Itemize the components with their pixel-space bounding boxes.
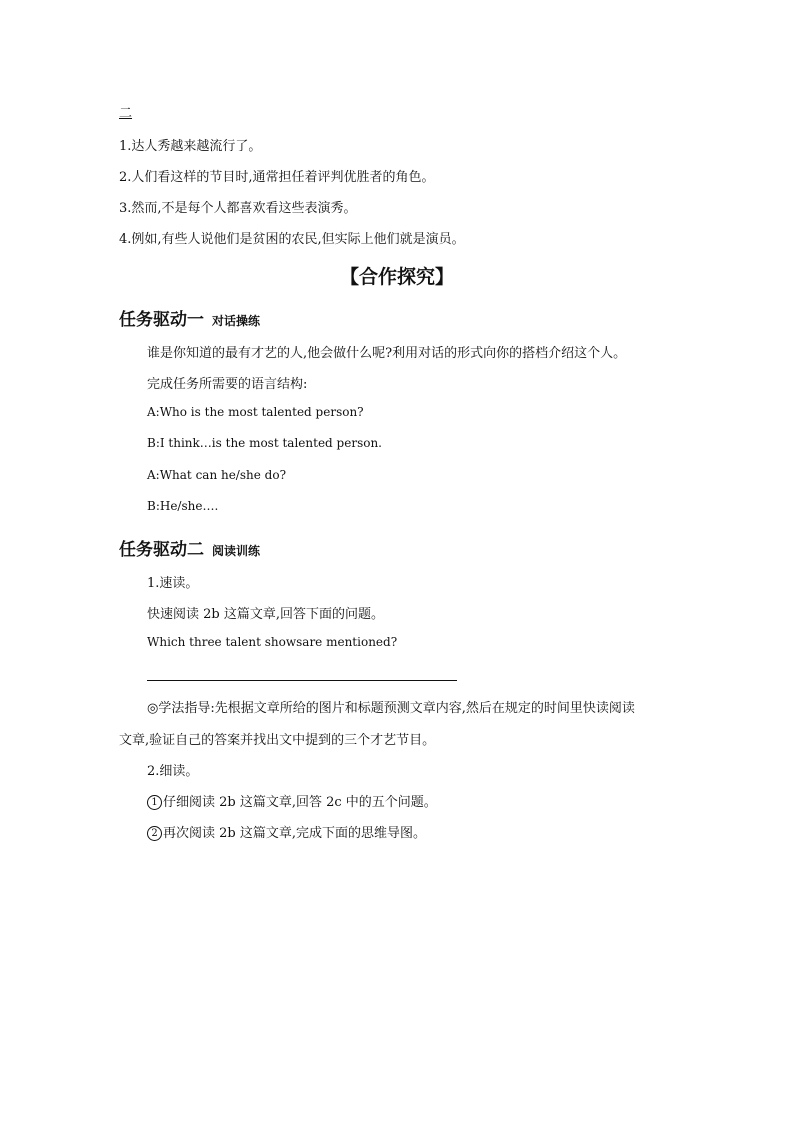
- task2-step1: 1.速读。: [147, 576, 199, 591]
- sentence-4: 4.例如,有些人说他们是贫困的农民,但实际上他们就是演员。: [119, 232, 465, 247]
- task1-structure-label: 完成任务所需要的语言结构:: [147, 377, 308, 392]
- circled-number-1: 1: [147, 795, 162, 810]
- task1-prompt: 谁是你知道的最有才艺的人,他会做什么呢?利用对话的形式向你的搭档介绍这个人。: [147, 346, 627, 361]
- task2-item-2: [147, 822, 426, 841]
- sentence-3: 3.然而,不是每个人都喜欢看这些表演秀。: [119, 201, 357, 216]
- dialogue-line-1: A:Who is the most talented person?: [147, 405, 364, 419]
- dialogue-line-3: A:What can he/she do?: [147, 468, 286, 482]
- dialogue-line-4: B:He/she….: [147, 499, 219, 513]
- task1-heading: [119, 305, 260, 330]
- answer-line: [147, 680, 457, 681]
- task2-item-1-text: 仔细阅读 2b 这篇文章,回答 2c 中的五个问题。: [163, 795, 437, 810]
- dialogue-line-2: B:I think…is the most talented person.: [147, 436, 382, 450]
- sentence-1: 1.达人秀越来越流行了。: [119, 139, 262, 154]
- sentence-2: 2.人们看这样的节目时,通常担任着评判优胜者的角色。: [119, 170, 435, 185]
- task1-title: 任务驱动一: [119, 310, 204, 330]
- task2-heading: [119, 535, 260, 560]
- task2-subtitle: 阅读训练: [212, 544, 261, 558]
- task2-question: Which three talent showsare mentioned?: [147, 635, 398, 649]
- section-number: 二: [119, 106, 133, 121]
- task2-item-2-text: 再次阅读 2b 这篇文章,完成下面的思维导图。: [163, 826, 426, 841]
- circled-number-2: 2: [147, 826, 162, 841]
- section-title: 【合作探究】: [339, 266, 454, 288]
- task2-title: 任务驱动二: [119, 540, 204, 560]
- task2-step1-instruction: 快速阅读 2b 这篇文章,回答下面的问题。: [147, 607, 384, 622]
- task2-step2: 2.细读。: [147, 764, 199, 779]
- task1-subtitle: 对话操练: [212, 314, 261, 328]
- task2-item-1: [147, 791, 437, 810]
- study-guide-line-2: 文章,验证自己的答案并找出文中提到的三个才艺节目。: [119, 733, 436, 748]
- study-guide-line-1: ◎学法指导:先根据文章所给的图片和标题预测文章内容,然后在规定的时间里快读阅读: [147, 701, 635, 716]
